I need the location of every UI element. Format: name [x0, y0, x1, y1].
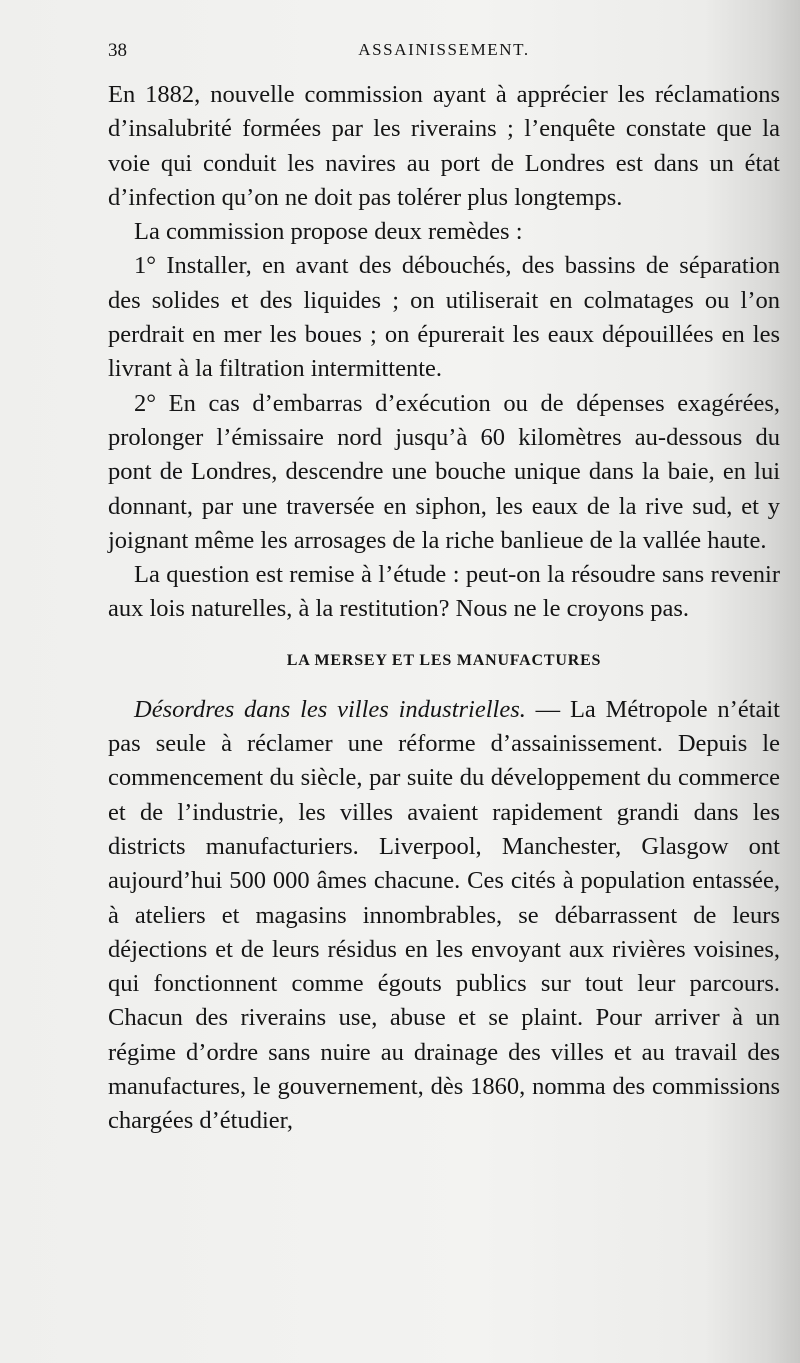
paragraph-industrial-cities — [108, 693, 780, 1139]
section-heading: LA MERSEY ET LES MANUFACTURES — [286, 651, 602, 669]
paragraph-remedy-1: 1° Installer, en avant des débouchés, des bassins de séparation des solides et des liquides ; on utiliserait en colmatages ou l’on perdrait en mer les boues ; on épurerait les eaux dépouillées en les livrant à la filtration intermittente. — [108, 252, 780, 383]
paragraph-lead-text: — La Métropole n’était pas seule à réclamer une réforme d’assainissement. Depuis le commencement du siècle, par suite du développement du commerce et de l’industrie, les villes avaient rapidement grandi dans les districts manufacturiers. Liverpool, Manchester, Glasgow ont aujourd’hui 500 000 âmes chacune. Ces cités à population entassée, à ateliers et magasins innombrables, se débarrassent de leurs déjections et de leurs résidus en les envoyant aux rivières voisines, qui fonctionnent comme égouts publics sur tout leur parcours. Chacun des riverains use, abuse et se plaint. Pour arriver à un régime d’ordre sans nuire au drainage des villes et au travail des manufactures, le gouvernement, dès 1860, nomma des commissions chargées d’étudier, — [108, 695, 780, 1135]
paragraph-remedies-intro: La commission propose deux remèdes : — [134, 218, 523, 246]
paragraph-question: La question est remise à l’étude : peut-on la résoudre sans revenir aux lois naturelles, à la restitution? Nous ne le croyons pas. — [108, 561, 780, 623]
running-head — [108, 40, 780, 70]
body-text — [108, 78, 780, 1139]
paragraph-remedy-2: 2° En cas d’embarras d’exécution ou de dépenses exagérées, prolonger l’émissaire nord jusqu’à 60 kilomètres au-dessous du pont de Londres, descendre une bouche unique dans la baie, en lui donnant, par une traversée en siphon, les eaux de la rive sud, et y joignant même les arrosages de la riche banlieue de la vallée haute. — [108, 389, 780, 554]
paragraph-1882-commission: En 1882, nouvelle commission ayant à apprécier les réclamations d’insalubrité formées par les riverains ; l’enquête constate que la voie qui conduit les navires au port de Londres est dans un état d’infection qu’on ne doit pas tolérer plus longtemps. — [108, 81, 780, 211]
page-number: 38 — [108, 40, 127, 61]
running-title: ASSAINISSEMENT. — [358, 40, 530, 59]
paragraph-lead-title: Désordres dans les villes industrielles. — [134, 695, 526, 723]
